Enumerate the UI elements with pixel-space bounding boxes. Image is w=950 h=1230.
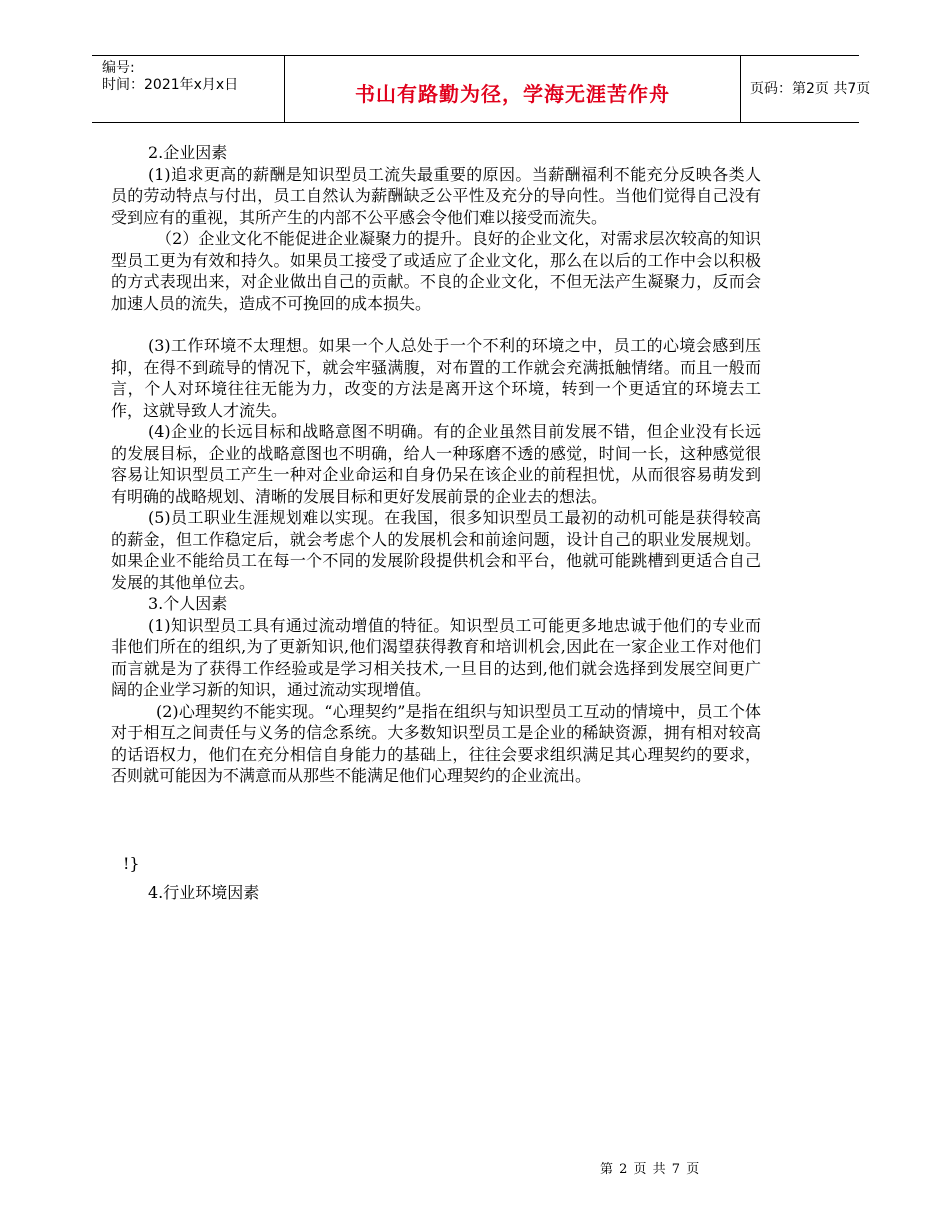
paragraph-spacer bbox=[111, 787, 761, 853]
header-meta-cell bbox=[92, 56, 284, 122]
paragraph-strategy: (4)企业的长远目标和战略意图不明确。有的企业虽然目前发展不错，但企业没有长远的发展目标，企业的战略意图也不明确，给人一种琢磨不透的感觉，时间一长，这种感觉很容易让知识型员工产生一种对企业命运和自身仍呆在该企业的前程担忧，从而很容易萌发到有明确的战略规划、清晰的发展目标和更好发展前景的企业去的想法。 bbox=[111, 422, 761, 506]
header-page-cell bbox=[740, 56, 871, 122]
stray-mark: !} bbox=[123, 853, 140, 873]
document-number-label: 编号: bbox=[102, 60, 135, 76]
paragraph-mobility: (1)知识型员工具有通过流动增值的特征。知识型员工可能更多地忠诚于他们的专业而非他们所在的组织,为了更新知识,他们渴望获得教育和培训机会,因此在一家企业工作对他们而言就是为了获得工作经验或是学习相关技术,一旦目的达到,他们就会选择到发展空间更广阔的企业学习新的知识，通过流动实现增值。 bbox=[111, 615, 761, 699]
header-page-number: 页码：第2页 共7页 bbox=[750, 81, 871, 97]
header-motto-cell bbox=[284, 56, 741, 122]
section-heading-enterprise: 2.企业因素 bbox=[148, 143, 228, 162]
document-body bbox=[111, 142, 761, 904]
paragraph-environment: (3)工作环境不太理想。如果一个人总处于一个不利的环境之中，员工的心境会感到压抑，在得不到疏导的情况下，就会牢骚满腹，对布置的工作就会充满抵触情绪。而且一般而言，个人对环境往往无能为力，改变的方法是离开这个环境，转到一个更适宜的环境去工作，这就导致人才流失。 bbox=[111, 336, 761, 420]
paragraph-spacer bbox=[111, 314, 761, 335]
section-heading-industry: 4.行业环境因素 bbox=[148, 883, 260, 902]
paragraph-contract: (2)心理契约不能实现。“心理契约”是指在组织与知识型员工互动的情境中，员工个体对于相互之间责任与义务的信念系统。大多数知识型员工是企业的稀缺资源，拥有相对较高的话语权力，他们在充分相信自身能力的基础上，往往会要求组织满足其心理契约的要求，否则就可能因为不满意而从那些不能满足他们心理契约的企业流出。 bbox=[111, 701, 761, 785]
paragraph-spacer bbox=[111, 874, 761, 882]
paragraph-career: (5)员工职业生涯规划难以实现。在我国，很多知识型员工最初的动机可能是获得较高的薪金，但工作稳定后，就会考虑个人的发展机会和前途问题，设计自己的职业发展规划。如果企业不能给员工在每一个不同的发展阶段提供机会和平台，他就可能跳槽到更适合自己发展的其他单位去。 bbox=[111, 508, 761, 592]
header-motto: 书山有路勤为径，学海无涯苦作舟 bbox=[355, 82, 670, 106]
document-time-label: 时间：2021年x月x日 bbox=[102, 77, 239, 93]
paragraph-salary: (1)追求更高的薪酬是知识型员工流失最重要的原因。当薪酬福利不能充分反映各类人员的劳动特点与付出，员工自然认为薪酬缺乏公平性及充分的导向性。当他们觉得自己没有受到应有的重视，其所产生的内部不公平感会令他们难以接受而流失。 bbox=[111, 164, 761, 227]
page-footer: 第 2 页 共 7 页 bbox=[600, 1162, 701, 1177]
page-header bbox=[92, 55, 871, 123]
paragraph-culture: （2）企业文化不能促进企业凝聚力的提升。良好的企业文化，对需求层次较高的知识型员工更为有效和持久。如果员工接受了或适应了企业文化，那么在以后的工作中会以积极的方式表现出来，对企业做出自己的贡献。不良的企业文化，不但无法产生凝聚力，反而会加速人员的流失，造成不可挽回的成本损失。 bbox=[111, 229, 761, 313]
section-heading-personal: 3.个人因素 bbox=[148, 594, 228, 613]
